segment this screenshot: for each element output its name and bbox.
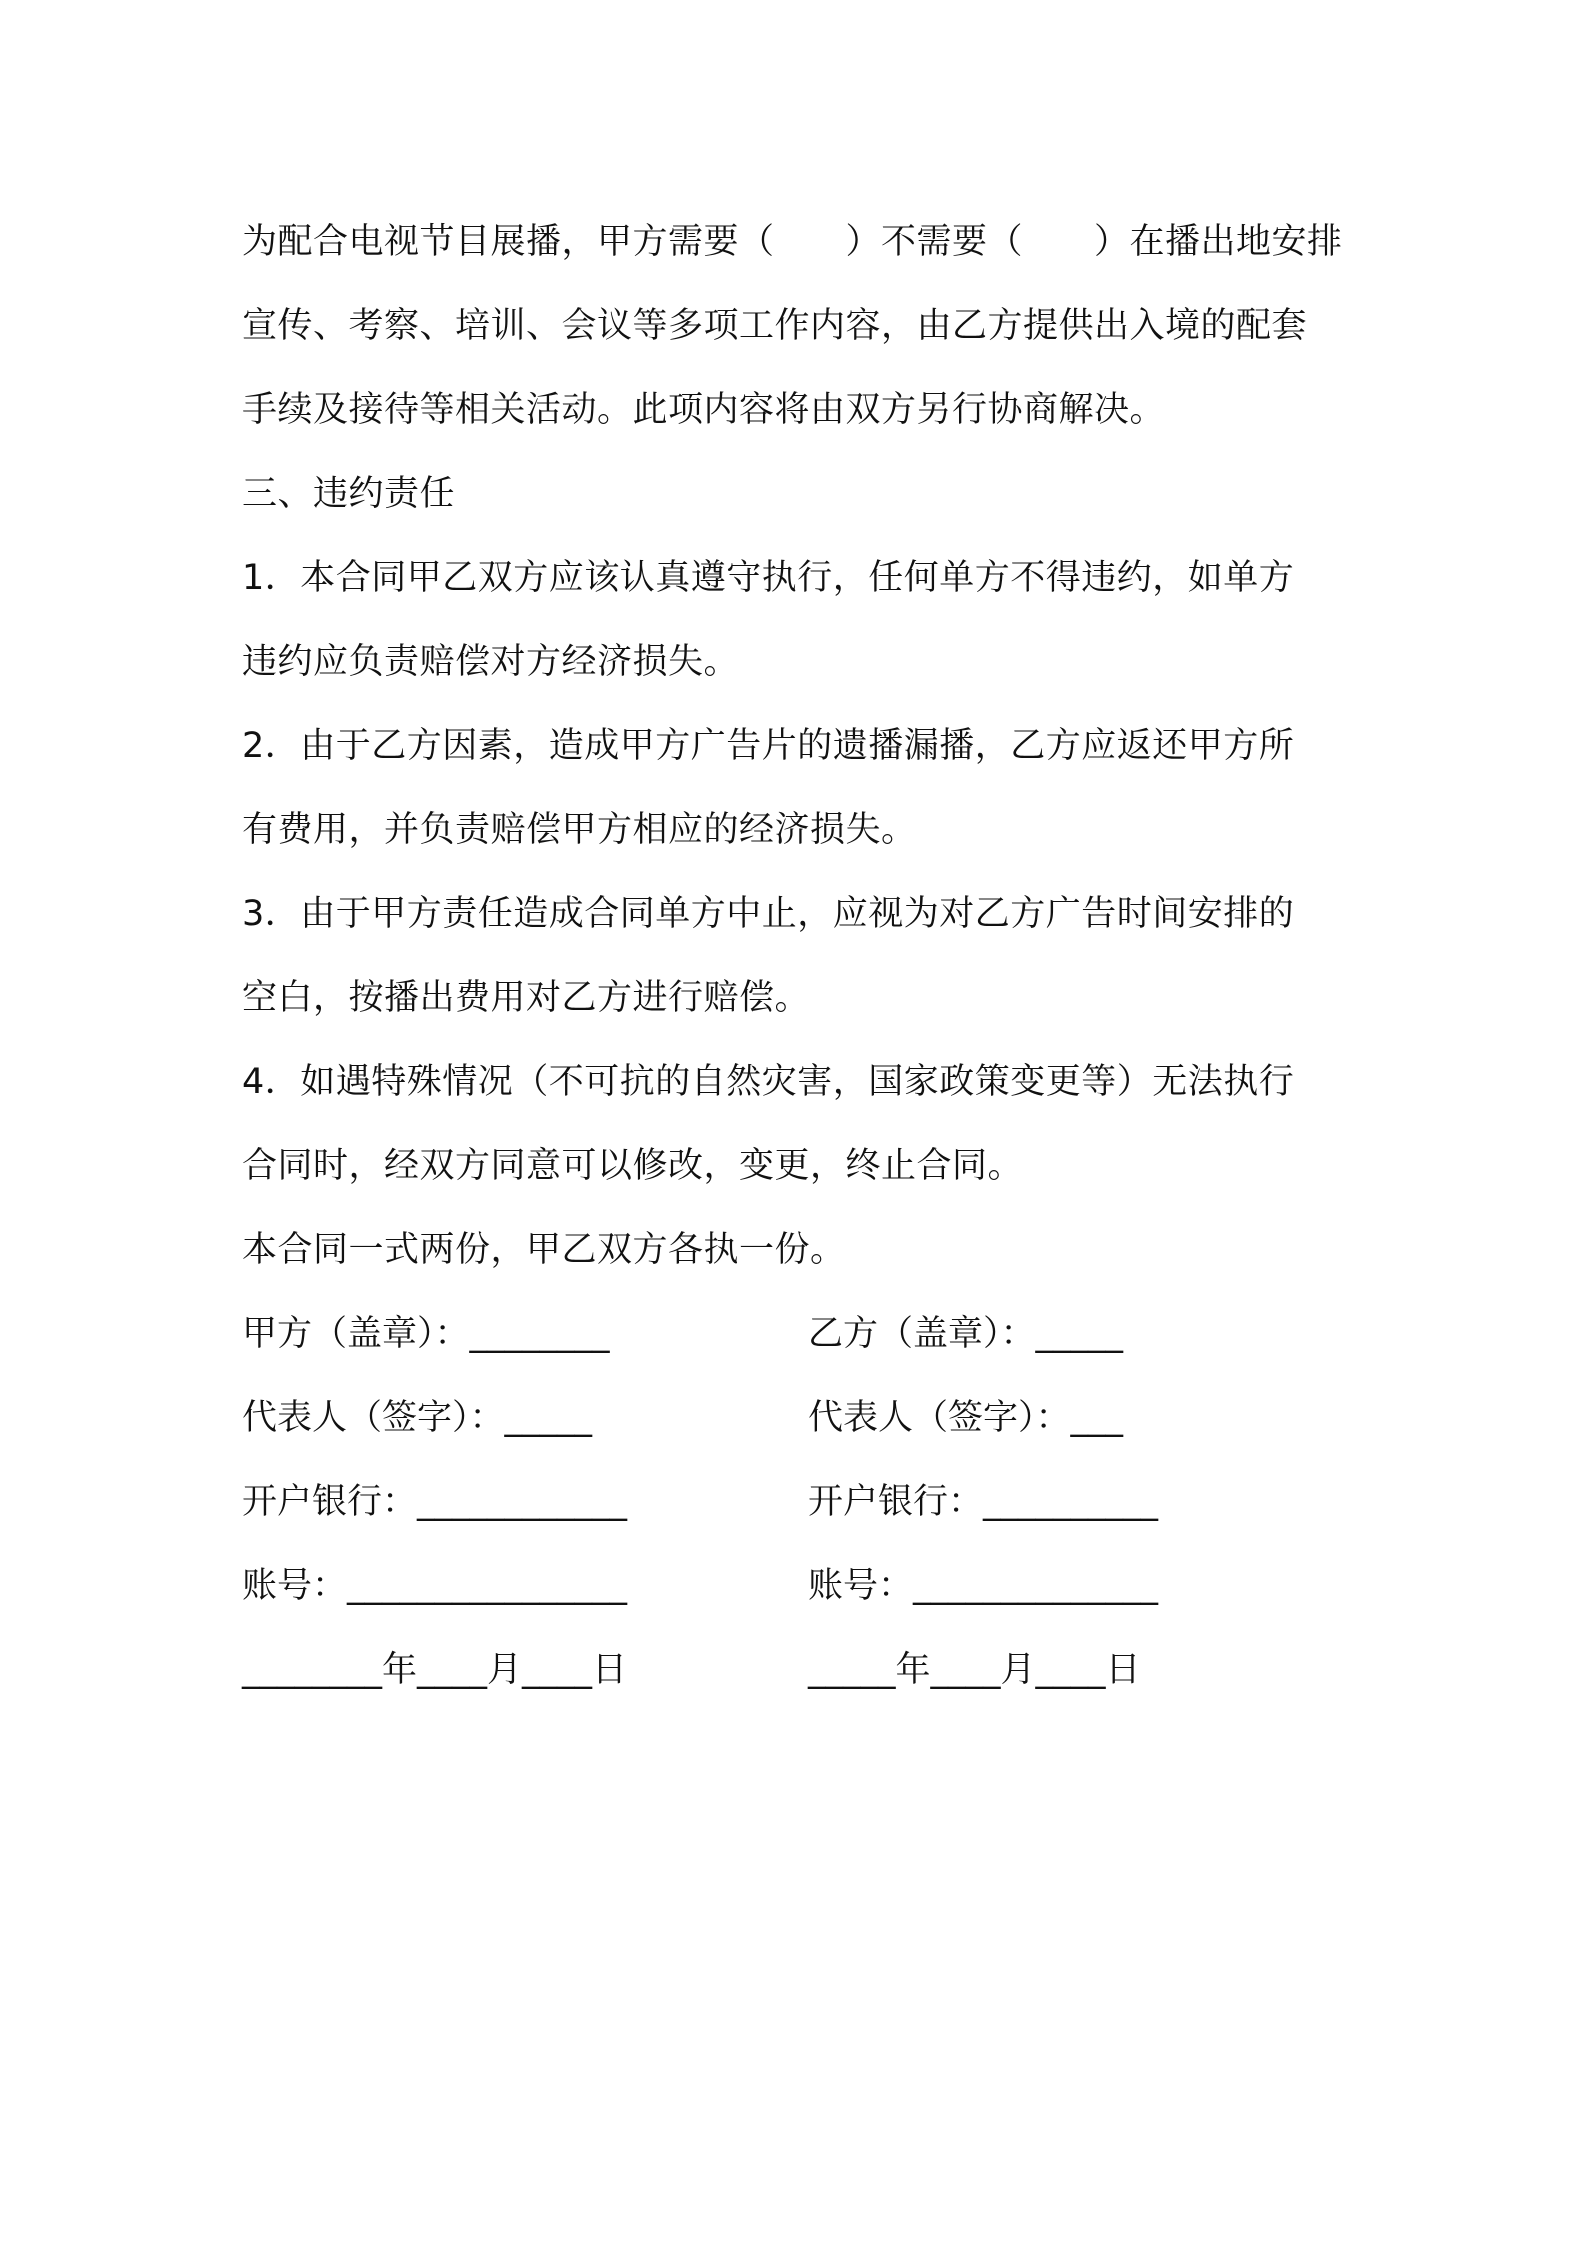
- party-b-seal: 乙方（盖章）：_____: [808, 1314, 1124, 1354]
- party-b-bank: 开户银行：__________: [808, 1482, 1159, 1522]
- text-line: 空白，按播出费用对乙方进行赔偿。: [242, 978, 811, 1018]
- text-line: 3．由于甲方责任造成合同单方中止，应视为对乙方广告时间安排的: [242, 894, 1295, 934]
- text-line: 有费用，并负责赔偿甲方相应的经济损失。: [242, 810, 917, 850]
- party-a-seal: 甲方（盖章）：________: [242, 1314, 610, 1354]
- text-line: 手续及接待等相关活动。此项内容将由双方另行协商解决。: [242, 390, 1166, 430]
- party-b-date: _____年____月____日: [808, 1650, 1141, 1690]
- party-a-account: 账号：________________: [242, 1566, 628, 1606]
- text-line: 2．由于乙方因素，造成甲方广告片的遗播漏播，乙方应返还甲方所: [242, 726, 1295, 766]
- party-a-bank: 开户银行：____________: [242, 1482, 628, 1522]
- party-b-account: 账号：______________: [808, 1566, 1159, 1606]
- party-b-representative: 代表人（签字）：___: [808, 1398, 1124, 1438]
- signature-row-date: [242, 1628, 1362, 1712]
- signature-row-account: [242, 1544, 1362, 1628]
- text-line: 宣传、考察、培训、会议等多项工作内容，由乙方提供出入境的配套: [242, 306, 1308, 346]
- party-a-date: ________年____月____日: [242, 1650, 628, 1690]
- text-line: 4．如遇特殊情况（不可抗的自然灾害，国家政策变更等）无法执行: [242, 1062, 1295, 1102]
- signature-row-representative: [242, 1376, 1362, 1460]
- text-line: 合同时，经双方同意可以修改，变更，终止合同。: [242, 1146, 1024, 1186]
- document-body: [242, 200, 1362, 1712]
- signature-row-seal: [242, 1292, 1362, 1376]
- section-heading: 三、违约责任: [242, 474, 456, 514]
- party-a-representative: 代表人（签字）：_____: [242, 1398, 593, 1438]
- text-line: 为配合电视节目展播，甲方需要（ ）不需要（ ）在播出地安排: [242, 222, 1343, 262]
- signature-row-bank: [242, 1460, 1362, 1544]
- text-line: 违约应负责赔偿对方经济损失。: [242, 642, 740, 682]
- text-line: 1．本合同甲乙双方应该认真遵守执行，任何单方不得违约，如单方: [242, 558, 1295, 598]
- text-line: 本合同一式两份，甲乙双方各执一份。: [242, 1230, 846, 1270]
